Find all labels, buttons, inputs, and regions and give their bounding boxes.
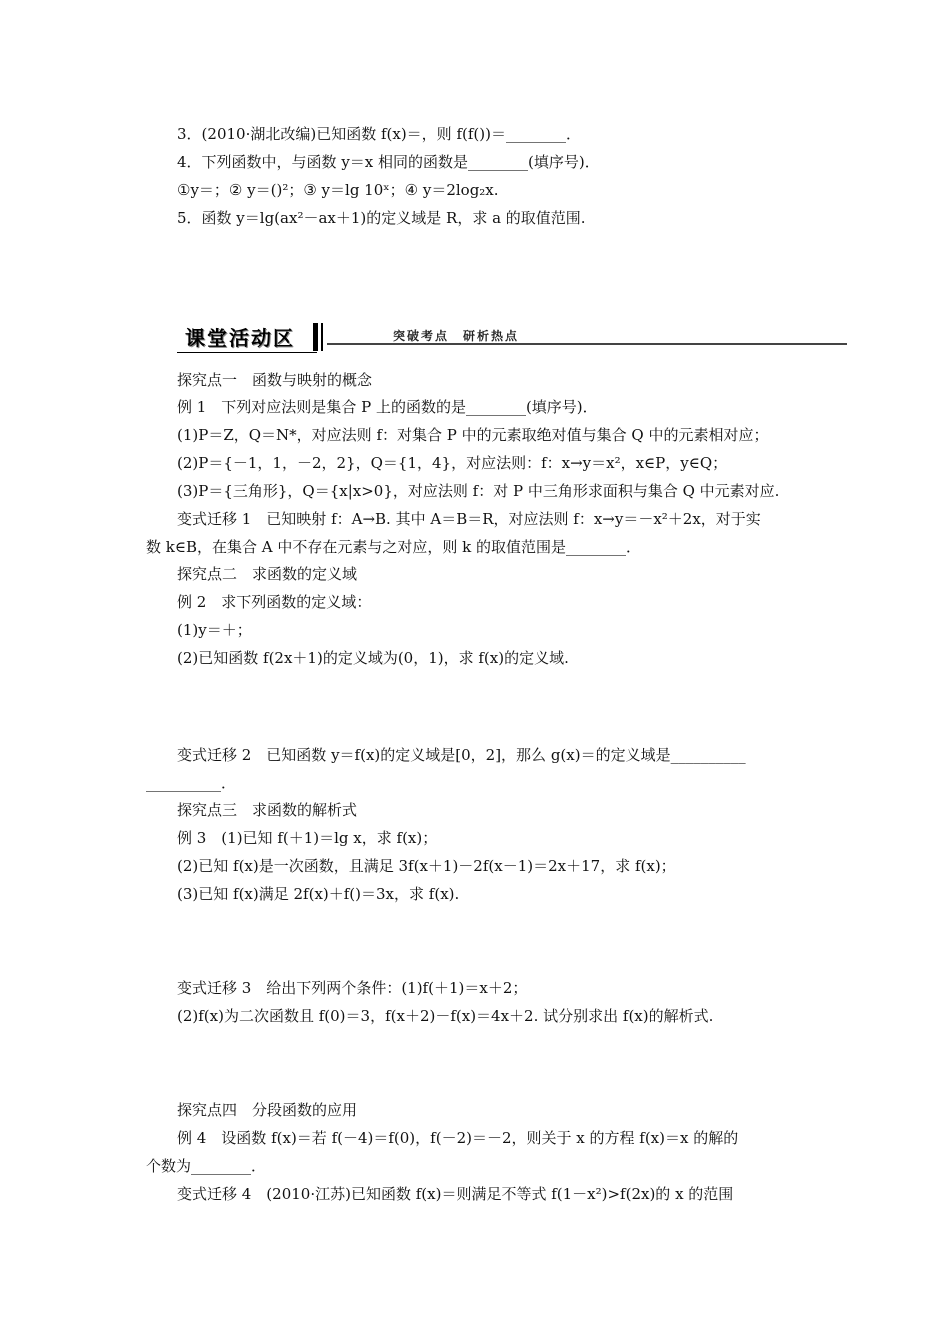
text-line: 探究点四 分段函数的应用 [177,1101,358,1119]
banner-divider-bar [313,323,318,351]
text-line: 变式迁移 1 已知映射 f：A→B. 其中 A＝B＝R，对应法则 f：x→y＝－x²＋2x，对于实 [177,510,761,528]
text-line: 探究点一 函数与映射的概念 [177,371,373,389]
text-line: 个数为________． [146,1157,267,1175]
text-line: (2)P＝{－1，1，－2，2}，Q＝{1，4}，对应法则：f：x→y＝x²，x∈P，y∈Q； [177,454,728,472]
text-line: 变式迁移 2 已知函数 y＝f(x)的定义域是[0，2]，那么 g(x)＝的定义域是__________ [177,746,746,764]
text-line: (2)已知函数 f(2x＋1)的定义域为(0，1)，求 f(x)的定义域. [177,649,569,667]
text-line: __________． [146,774,237,792]
text-line: 4．下列函数中，与函数 y＝x 相同的函数是________(填序号)． [177,153,600,171]
text-line: 5．函数 y＝lg(ax²－ax＋1)的定义域是 R，求 a 的取值范围. [177,209,586,227]
text-line: 例 2 求下列函数的定义域： [177,593,372,611]
text-line: 探究点三 求函数的解析式 [177,801,358,819]
banner-subtitle: 突破考点 研析热点 [393,329,520,343]
section-banner [177,321,847,355]
text-line: 例 1 下列对应法则是集合 P 上的函数的是________(填序号)． [177,398,598,416]
text-line: 例 3 (1)已知 f(＋1)＝lg x，求 f(x)； [177,829,438,847]
text-line: (2)已知 f(x)是一次函数，且满足 3f(x＋1)－2f(x－1)＝2x＋17，求 f(x)； [177,857,676,875]
banner-underline [177,352,317,353]
text-line: 数 k∈B，在集合 A 中不存在元素与之对应，则 k 的取值范围是________． [146,538,641,556]
text-line: 探究点二 求函数的定义域 [177,565,358,583]
text-line: 例 4 设函数 f(x)＝若 f(－4)＝f(0)，f(－2)＝－2，则关于 x 的方程 f(x)＝x 的解的 [177,1129,739,1147]
text-line: (2)f(x)为二次函数且 f(0)＝3，f(x＋2)－f(x)＝4x＋2. 试分别求出 f(x)的解析式. [177,1007,714,1025]
text-line: (1)y＝＋； [177,621,252,639]
text-line: 变式迁移 3 给出下列两个条件：(1)f(＋1)＝x＋2； [177,979,528,997]
banner-title: 课堂活动区 [185,326,295,350]
text-line: (3)P＝{三角形}，Q＝{x|x>0}，对应法则 f：对 P 中三角形求面积与集合 Q 中元素对应. [177,482,780,500]
text-line: 3．(2010·湖北改编)已知函数 f(x)＝，则 f(f())＝________． [177,125,581,143]
text-line: (1)P＝Z，Q＝N*，对应法则 f：对集合 P 中的元素取绝对值与集合 Q 中的元素相对应； [177,426,769,444]
text-line: ①y＝；② y＝()²；③ y＝lg 10ˣ；④ y＝2log₂x. [177,181,499,199]
banner-divider-bar-thin [321,323,323,351]
text-line: (3)已知 f(x)满足 2f(x)＋f()＝3x，求 f(x). [177,885,460,903]
text-line: 变式迁移 4 (2010·江苏)已知函数 f(x)＝则满足不等式 f(1－x²)>f(2x)的 x 的范围 [177,1185,734,1203]
